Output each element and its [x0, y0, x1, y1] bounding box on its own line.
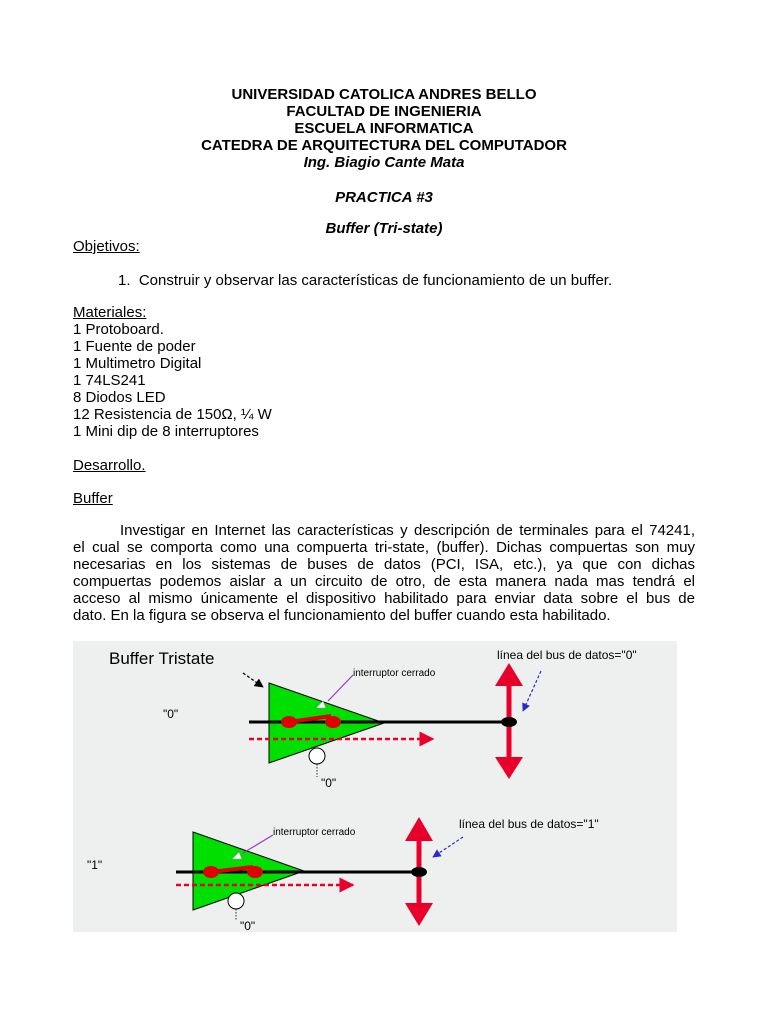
practice-title: Buffer (Tri-state)	[325, 220, 443, 237]
input-label: "0"	[163, 707, 179, 721]
paragraph-line: compuertas podemos aislar a un circuito de otro, de esta manera nada mas tendrá el	[73, 573, 695, 590]
material-item: 1 Fuente de poder	[73, 338, 196, 355]
material-item: 12 Resistencia de 150Ω, ¼ W	[73, 406, 272, 423]
school-name: ESCUELA INFORMATICA	[294, 120, 474, 137]
switch-contact	[281, 716, 297, 728]
chair-name: CATEDRA DE ARQUITECTURA DEL COMPUTADOR	[201, 137, 567, 154]
switch-contact	[325, 716, 341, 728]
materials-heading: Materiales:	[73, 304, 147, 321]
paragraph-line: necesarias en los sistemas de buses de datos (PCI, ISA, etc.), ya que con dichas	[73, 556, 695, 573]
material-item: 8 Diodos LED	[73, 389, 166, 406]
paragraph-line: Investigar en Internet las características y descripción de terminales para el 74241,	[120, 522, 695, 539]
bus-node	[501, 717, 517, 727]
professor-name: Ing. Biagio Cante Mata	[303, 154, 465, 171]
bus-node	[411, 867, 427, 877]
practice-number: PRACTICA #3	[335, 189, 433, 206]
faculty-name: FACULTAD DE INGENIERIA	[286, 103, 482, 120]
buffer-subheading: Buffer	[73, 490, 113, 507]
enable-pin	[228, 893, 244, 909]
switch-label: interruptor cerrado	[273, 827, 356, 838]
buffer-tristate-figure	[73, 641, 677, 932]
switch-label: interruptor cerrado	[353, 668, 436, 679]
switch-contact	[203, 866, 219, 878]
input-label: "1"	[87, 858, 103, 872]
figure-title: Buffer Tristate	[109, 649, 215, 668]
bus-label: línea del bus de datos="0"	[497, 648, 637, 662]
figure-background	[73, 641, 677, 932]
university-name: UNIVERSIDAD CATOLICA ANDRES BELLO	[231, 86, 537, 103]
enable-pin	[309, 748, 325, 764]
material-item: 1 74LS241	[73, 372, 146, 389]
bus-label: línea del bus de datos="1"	[459, 817, 599, 831]
description-paragraph	[73, 522, 695, 624]
paragraph-line: acceso al mismo únicamente el dispositivo habilitado para enviar data sobre el bus de	[73, 590, 695, 607]
enable-label: "0"	[240, 919, 256, 932]
paragraph-line: dato. En la figura se observa el funcionamiento del buffer cuando esta habilitado.	[73, 607, 611, 624]
material-item: 1 Mini dip de 8 interruptores	[73, 423, 259, 440]
material-item: 1 Multimetro Digital	[73, 355, 202, 372]
objectives-heading: Objetivos:	[73, 238, 140, 255]
objective-item: 1. Construir y observar las características de funcionamiento de un buffer.	[118, 272, 613, 289]
development-heading: Desarrollo.	[73, 457, 146, 474]
switch-contact	[247, 866, 263, 878]
paragraph-line: el cual se comporta como una compuerta tri-state, (buffer). Dichas compuertas son muy	[73, 539, 695, 556]
material-item: 1 Protoboard.	[73, 321, 164, 338]
enable-label: "0"	[321, 776, 337, 790]
